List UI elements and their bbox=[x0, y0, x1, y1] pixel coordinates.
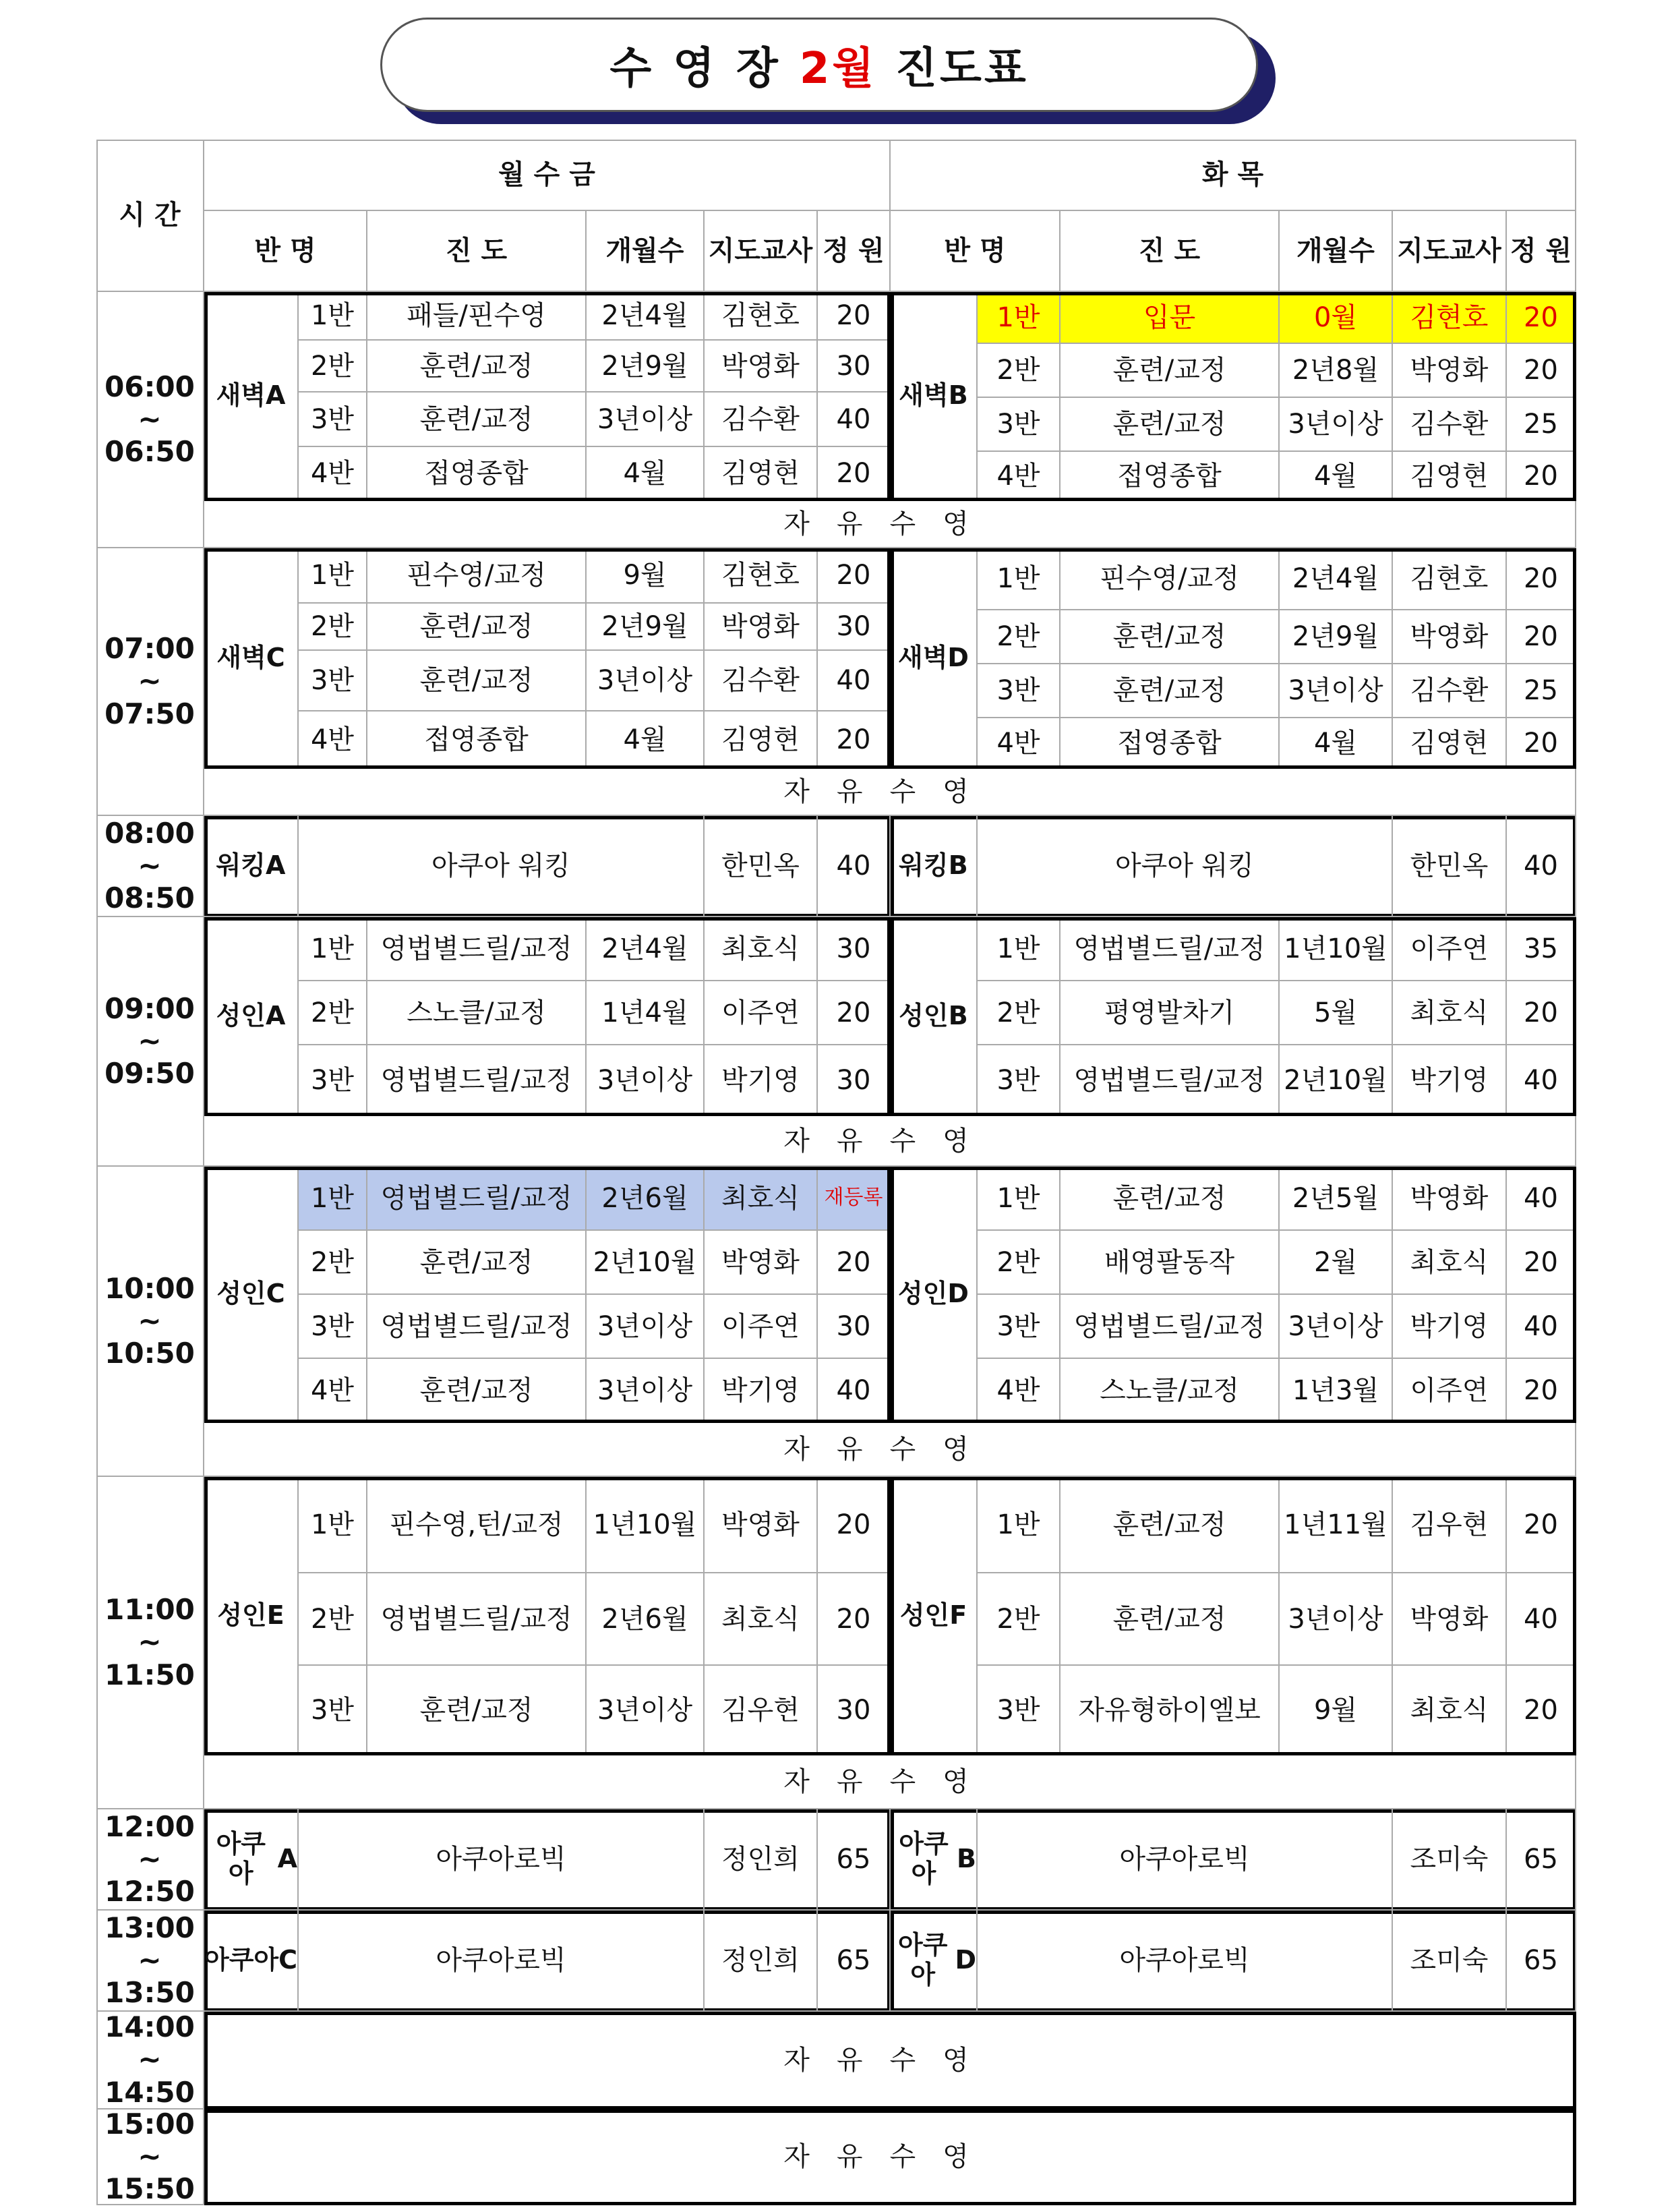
time-slot-4: 09:00 ~ 09:50 bbox=[96, 917, 204, 1167]
dawnC-row4-months: 4월 bbox=[587, 711, 705, 769]
adultC-row2-teacher: 박영화 bbox=[705, 1231, 818, 1295]
dawnD-row3-class: 3반 bbox=[978, 664, 1061, 718]
group-adultB: 성인B bbox=[891, 917, 978, 1116]
adultC-row1-teacher: 최호식 bbox=[705, 1167, 818, 1231]
adultC-row2-capacity: 20 bbox=[818, 1231, 891, 1295]
dawnD-row1-progress: 핀수영/교정 bbox=[1061, 548, 1280, 610]
dawnA-row2-months: 2년9월 bbox=[587, 341, 705, 392]
adultA-row2-capacity: 20 bbox=[818, 981, 891, 1045]
adultD-row1-teacher: 박영화 bbox=[1393, 1167, 1507, 1231]
header-capacity-left: 정 원 bbox=[818, 211, 891, 292]
time-slot-3: 08:00 ~ 08:50 bbox=[96, 816, 204, 917]
adultE-row1-capacity: 20 bbox=[818, 1477, 891, 1573]
dawnC-row3-teacher: 김수환 bbox=[705, 651, 818, 711]
adultA-row3-capacity: 30 bbox=[818, 1045, 891, 1116]
dawnB-row2-progress: 훈련/교정 bbox=[1061, 344, 1280, 398]
title-word-2: 영 bbox=[673, 44, 717, 94]
adultA-row1-months: 2년4월 bbox=[587, 917, 705, 981]
adultF-row3-progress: 자유형하이엘보 bbox=[1061, 1666, 1280, 1755]
dawnC-row2-class: 2반 bbox=[299, 604, 367, 651]
adultA-row1-class: 1반 bbox=[299, 917, 367, 981]
adultC-row4-progress: 훈련/교정 bbox=[367, 1359, 587, 1423]
adultD-row4-months: 1년3월 bbox=[1280, 1359, 1393, 1423]
adultE-row3-class: 3반 bbox=[299, 1666, 367, 1755]
dawnD-row4-capacity: 20 bbox=[1507, 718, 1576, 769]
dawnD-row2-teacher: 박영화 bbox=[1393, 610, 1507, 664]
dawnA-row3-progress: 훈련/교정 bbox=[367, 392, 587, 447]
adultE-row3-capacity: 30 bbox=[818, 1666, 891, 1755]
title-word-1: 수 bbox=[609, 44, 655, 94]
adultE-row1-months: 1년10월 bbox=[587, 1477, 705, 1573]
walkB-program: 아쿠아 워킹 bbox=[978, 816, 1393, 917]
adultF-row1-progress: 훈련/교정 bbox=[1061, 1477, 1280, 1573]
adultB-row2-progress: 평영발차기 bbox=[1061, 981, 1280, 1045]
adultD-row3-capacity: 40 bbox=[1507, 1295, 1576, 1359]
time-slot-10: 15:00 ~ 15:50 bbox=[96, 2109, 204, 2205]
dawnC-row2-capacity: 30 bbox=[818, 604, 891, 651]
dawnA-row4-months: 4월 bbox=[587, 447, 705, 501]
adultA-row2-months: 1년4월 bbox=[587, 981, 705, 1045]
adultA-row1-teacher: 최호식 bbox=[705, 917, 818, 981]
dawnD-row1-months: 2년4월 bbox=[1280, 548, 1393, 610]
dawnB-row4-teacher: 김영현 bbox=[1393, 452, 1507, 501]
header-months-left: 개월수 bbox=[587, 211, 705, 292]
dawnC-row2-months: 2년9월 bbox=[587, 604, 705, 651]
dawnC-row1-months: 9월 bbox=[587, 548, 705, 604]
adultC-row4-months: 3년이상 bbox=[587, 1359, 705, 1423]
group-walkA: 워킹A bbox=[204, 816, 299, 917]
walkA-program: 아쿠아 워킹 bbox=[299, 816, 705, 917]
dawnA-row1-teacher: 김현호 bbox=[705, 292, 818, 341]
dawnB-row2-capacity: 20 bbox=[1507, 344, 1576, 398]
dawnA-row1-months: 2년4월 bbox=[587, 292, 705, 341]
group-aquaB: 아쿠아 B bbox=[891, 1809, 978, 1911]
dawnB-row1-teacher: 김현호 bbox=[1393, 292, 1507, 344]
header-class-name-right: 반 명 bbox=[891, 211, 1061, 292]
adultF-row3-months: 9월 bbox=[1280, 1666, 1393, 1755]
dawnB-row4-capacity: 20 bbox=[1507, 452, 1576, 501]
adultA-row3-class: 3반 bbox=[299, 1045, 367, 1116]
dawnC-row3-progress: 훈련/교정 bbox=[367, 651, 587, 711]
adultD-row3-progress: 영법별드릴/교정 bbox=[1061, 1295, 1280, 1359]
dawnA-row1-class: 1반 bbox=[299, 292, 367, 341]
time-slot-1: 06:00 ~ 06:50 bbox=[96, 292, 204, 548]
time-slot-7: 12:00 ~ 12:50 bbox=[96, 1809, 204, 1911]
adultF-row1-capacity: 20 bbox=[1507, 1477, 1576, 1573]
adultC-row4-capacity: 40 bbox=[818, 1359, 891, 1423]
aquaD-program: 아쿠아로빅 bbox=[978, 1911, 1393, 2012]
adultB-row2-teacher: 최호식 bbox=[1393, 981, 1507, 1045]
walkA-teacher: 한민옥 bbox=[705, 816, 818, 917]
dawnA-row3-class: 3반 bbox=[299, 392, 367, 447]
dawnA-row4-class: 4반 bbox=[299, 447, 367, 501]
dawnA-row3-teacher: 김수환 bbox=[705, 392, 818, 447]
header-months-right: 개월수 bbox=[1280, 211, 1393, 292]
adultC-row3-class: 3반 bbox=[299, 1295, 367, 1359]
adultC-row1-capacity: 재등록 bbox=[818, 1167, 891, 1231]
adultC-row2-months: 2년10월 bbox=[587, 1231, 705, 1295]
dawnA-row2-capacity: 30 bbox=[818, 341, 891, 392]
adultB-row1-months: 1년10월 bbox=[1280, 917, 1393, 981]
dawnB-row1-progress: 입문 bbox=[1061, 292, 1280, 344]
dawnD-row1-class: 1반 bbox=[978, 548, 1061, 610]
aquaD-teacher: 조미숙 bbox=[1393, 1911, 1507, 2012]
dawnB-row4-months: 4월 bbox=[1280, 452, 1393, 501]
adultD-row3-class: 3반 bbox=[978, 1295, 1061, 1359]
dawnD-row3-capacity: 25 bbox=[1507, 664, 1576, 718]
dawnC-row1-progress: 핀수영/교정 bbox=[367, 548, 587, 604]
dawnB-row1-capacity: 20 bbox=[1507, 292, 1576, 344]
adultF-row1-teacher: 김우현 bbox=[1393, 1477, 1507, 1573]
adultC-row2-progress: 훈련/교정 bbox=[367, 1231, 587, 1295]
header-tue-thu: 화 목 bbox=[891, 140, 1576, 211]
adultD-row3-months: 3년이상 bbox=[1280, 1295, 1393, 1359]
group-aquaD: 아쿠아 D bbox=[891, 1911, 978, 2012]
group-dawnD: 새벽D bbox=[891, 548, 978, 769]
dawnB-row2-teacher: 박영화 bbox=[1393, 344, 1507, 398]
aquaD-capacity: 65 bbox=[1507, 1911, 1576, 2012]
adultB-row1-teacher: 이주연 bbox=[1393, 917, 1507, 981]
adultD-row4-progress: 스노클/교정 bbox=[1061, 1359, 1280, 1423]
walkB-teacher: 한민옥 bbox=[1393, 816, 1507, 917]
adultC-row1-months: 2년6월 bbox=[587, 1167, 705, 1231]
dawnC-row1-class: 1반 bbox=[299, 548, 367, 604]
adultA-row2-class: 2반 bbox=[299, 981, 367, 1045]
group-adultF: 성인F bbox=[891, 1477, 978, 1755]
walkA-capacity: 40 bbox=[818, 816, 891, 917]
aquaB-capacity: 65 bbox=[1507, 1809, 1576, 1911]
group-aquaC: 아쿠아 C bbox=[204, 1911, 299, 2012]
adultE-row2-months: 2년6월 bbox=[587, 1573, 705, 1666]
aquaA-teacher: 정인희 bbox=[705, 1809, 818, 1911]
aquaA-capacity: 65 bbox=[818, 1809, 891, 1911]
adultA-row3-progress: 영법별드릴/교정 bbox=[367, 1045, 587, 1116]
free-swim-row-5: 자유수영 bbox=[204, 1423, 1576, 1477]
dawnA-row2-teacher: 박영화 bbox=[705, 341, 818, 392]
dawnA-row1-progress: 패들/핀수영 bbox=[367, 292, 587, 341]
adultD-row2-months: 2월 bbox=[1280, 1231, 1393, 1295]
adultC-row3-capacity: 30 bbox=[818, 1295, 891, 1359]
adultE-row3-progress: 훈련/교정 bbox=[367, 1666, 587, 1755]
dawnC-row4-teacher: 김영현 bbox=[705, 711, 818, 769]
aquaC-program: 아쿠아로빅 bbox=[299, 1911, 705, 2012]
adultD-row3-teacher: 박기영 bbox=[1393, 1295, 1507, 1359]
dawnC-row4-class: 4반 bbox=[299, 711, 367, 769]
dawnD-row3-months: 3년이상 bbox=[1280, 664, 1393, 718]
adultB-row3-teacher: 박기영 bbox=[1393, 1045, 1507, 1116]
adultF-row2-class: 2반 bbox=[978, 1573, 1061, 1666]
dawnB-row1-class: 1반 bbox=[978, 292, 1061, 344]
adultC-row3-months: 3년이상 bbox=[587, 1295, 705, 1359]
group-dawnC: 새벽C bbox=[204, 548, 299, 769]
dawnD-row2-class: 2반 bbox=[978, 610, 1061, 664]
adultD-row1-class: 1반 bbox=[978, 1167, 1061, 1231]
adultD-row2-capacity: 20 bbox=[1507, 1231, 1576, 1295]
dawnC-row4-progress: 접영종합 bbox=[367, 711, 587, 769]
adultB-row3-class: 3반 bbox=[978, 1045, 1061, 1116]
aquaC-teacher: 정인희 bbox=[705, 1911, 818, 2012]
dawnB-row3-progress: 훈련/교정 bbox=[1061, 398, 1280, 452]
adultB-row2-months: 5월 bbox=[1280, 981, 1393, 1045]
adultE-row3-teacher: 김우현 bbox=[705, 1666, 818, 1755]
adultA-row2-progress: 스노클/교정 bbox=[367, 981, 587, 1045]
group-dawnA: 새벽A bbox=[204, 292, 299, 501]
adultA-row1-capacity: 30 bbox=[818, 917, 891, 981]
dawnD-row1-teacher: 김현호 bbox=[1393, 548, 1507, 610]
dawnC-row1-capacity: 20 bbox=[818, 548, 891, 604]
adultD-row4-teacher: 이주연 bbox=[1393, 1359, 1507, 1423]
header-progress-left: 진 도 bbox=[367, 211, 587, 292]
dawnA-row3-capacity: 40 bbox=[818, 392, 891, 447]
adultE-row2-teacher: 최호식 bbox=[705, 1573, 818, 1666]
time-slot-2: 07:00 ~ 07:50 bbox=[96, 548, 204, 816]
dawnD-row4-class: 4반 bbox=[978, 718, 1061, 769]
adultD-row1-months: 2년5월 bbox=[1280, 1167, 1393, 1231]
aquaB-program: 아쿠아로빅 bbox=[978, 1809, 1393, 1911]
dawnB-row4-progress: 접영종합 bbox=[1061, 452, 1280, 501]
dawnB-row2-class: 2반 bbox=[978, 344, 1061, 398]
dawnC-row3-capacity: 40 bbox=[818, 651, 891, 711]
group-walkB: 워킹B bbox=[891, 816, 978, 917]
header-time: 시 간 bbox=[96, 140, 204, 292]
adultC-row3-teacher: 이주연 bbox=[705, 1295, 818, 1359]
dawnB-row3-class: 3반 bbox=[978, 398, 1061, 452]
adultE-row2-capacity: 20 bbox=[818, 1573, 891, 1666]
dawnD-row2-progress: 훈련/교정 bbox=[1061, 610, 1280, 664]
time-slot-5: 10:00 ~ 10:50 bbox=[96, 1167, 204, 1477]
dawnB-row3-teacher: 김수환 bbox=[1393, 398, 1507, 452]
adultA-row3-teacher: 박기영 bbox=[705, 1045, 818, 1116]
adultF-row3-capacity: 20 bbox=[1507, 1666, 1576, 1755]
dawnA-row4-progress: 접영종합 bbox=[367, 447, 587, 501]
adultE-row1-teacher: 박영화 bbox=[705, 1477, 818, 1573]
free-swim-row-7: 자유수영 bbox=[204, 2012, 1576, 2109]
adultD-row2-teacher: 최호식 bbox=[1393, 1231, 1507, 1295]
adultA-row1-progress: 영법별드릴/교정 bbox=[367, 917, 587, 981]
group-adultA: 성인A bbox=[204, 917, 299, 1116]
group-adultD: 성인D bbox=[891, 1167, 978, 1423]
adultC-row1-progress: 영법별드릴/교정 bbox=[367, 1167, 587, 1231]
dawnD-row3-progress: 훈련/교정 bbox=[1061, 664, 1280, 718]
dawnD-row4-teacher: 김영현 bbox=[1393, 718, 1507, 769]
adultD-row1-capacity: 40 bbox=[1507, 1167, 1576, 1231]
dawnA-row3-months: 3년이상 bbox=[587, 392, 705, 447]
dawnB-row1-months: 0월 bbox=[1280, 292, 1393, 344]
adultC-row4-class: 4반 bbox=[299, 1359, 367, 1423]
adultF-row2-months: 3년이상 bbox=[1280, 1573, 1393, 1666]
dawnC-row1-teacher: 김현호 bbox=[705, 548, 818, 604]
adultC-row4-teacher: 박기영 bbox=[705, 1359, 818, 1423]
dawnA-row1-capacity: 20 bbox=[818, 292, 891, 341]
header-mon-wed-fri: 월 수 금 bbox=[204, 140, 891, 211]
free-swim-row-8: 자유수영 bbox=[204, 2109, 1576, 2205]
dawnB-row2-months: 2년8월 bbox=[1280, 344, 1393, 398]
adultF-row2-capacity: 40 bbox=[1507, 1573, 1576, 1666]
adultF-row1-class: 1반 bbox=[978, 1477, 1061, 1573]
dawnD-row4-progress: 접영종합 bbox=[1061, 718, 1280, 769]
dawnD-row2-capacity: 20 bbox=[1507, 610, 1576, 664]
adultF-row2-progress: 훈련/교정 bbox=[1061, 1573, 1280, 1666]
adultA-row3-months: 3년이상 bbox=[587, 1045, 705, 1116]
adultD-row4-class: 4반 bbox=[978, 1359, 1061, 1423]
adultF-row1-months: 1년11월 bbox=[1280, 1477, 1393, 1573]
walkB-capacity: 40 bbox=[1507, 816, 1576, 917]
adultE-row1-class: 1반 bbox=[299, 1477, 367, 1573]
time-slot-9: 14:00 ~ 14:50 bbox=[96, 2012, 204, 2109]
dawnB-row3-capacity: 25 bbox=[1507, 398, 1576, 452]
adultF-row2-teacher: 박영화 bbox=[1393, 1573, 1507, 1666]
adultB-row2-capacity: 20 bbox=[1507, 981, 1576, 1045]
group-adultC: 성인C bbox=[204, 1167, 299, 1423]
adultD-row2-class: 2반 bbox=[978, 1231, 1061, 1295]
header-class-name-left: 반 명 bbox=[204, 211, 367, 292]
free-swim-row-6: 자유수영 bbox=[204, 1755, 1576, 1809]
adultB-row1-capacity: 35 bbox=[1507, 917, 1576, 981]
adultB-row3-progress: 영법별드릴/교정 bbox=[1061, 1045, 1280, 1116]
dawnD-row4-months: 4월 bbox=[1280, 718, 1393, 769]
time-slot-8: 13:00 ~ 13:50 bbox=[96, 1911, 204, 2012]
dawnC-row2-teacher: 박영화 bbox=[705, 604, 818, 651]
dawnA-row2-class: 2반 bbox=[299, 341, 367, 392]
adultB-row1-class: 1반 bbox=[978, 917, 1061, 981]
header-teacher-left: 지도 교사 bbox=[705, 211, 818, 292]
dawnA-row4-capacity: 20 bbox=[818, 447, 891, 501]
title-month: 2월 bbox=[799, 44, 877, 94]
dawnA-row2-progress: 훈련/교정 bbox=[367, 341, 587, 392]
dawnC-row4-capacity: 20 bbox=[818, 711, 891, 769]
dawnC-row2-progress: 훈련/교정 bbox=[367, 604, 587, 651]
time-slot-6: 11:00 ~ 11:50 bbox=[96, 1477, 204, 1809]
adultA-row2-teacher: 이주연 bbox=[705, 981, 818, 1045]
adultE-row2-class: 2반 bbox=[299, 1573, 367, 1666]
adultB-row3-capacity: 40 bbox=[1507, 1045, 1576, 1116]
title-word-4: 진도표 bbox=[895, 44, 1029, 94]
dawnC-row3-months: 3년이상 bbox=[587, 651, 705, 711]
dawnC-row3-class: 3반 bbox=[299, 651, 367, 711]
adultE-row2-progress: 영법별드릴/교정 bbox=[367, 1573, 587, 1666]
adultB-row3-months: 2년10월 bbox=[1280, 1045, 1393, 1116]
header-capacity-right: 정 원 bbox=[1507, 211, 1576, 292]
adultB-row1-progress: 영법별드릴/교정 bbox=[1061, 917, 1280, 981]
aquaC-capacity: 65 bbox=[818, 1911, 891, 2012]
adultF-row3-teacher: 최호식 bbox=[1393, 1666, 1507, 1755]
title-word-3: 장 bbox=[736, 44, 781, 94]
aquaB-teacher: 조미숙 bbox=[1393, 1809, 1507, 1911]
group-dawnB: 새벽B bbox=[891, 292, 978, 501]
adultD-row4-capacity: 20 bbox=[1507, 1359, 1576, 1423]
dawnA-row4-teacher: 김영현 bbox=[705, 447, 818, 501]
adultC-row3-progress: 영법별드릴/교정 bbox=[367, 1295, 587, 1359]
free-swim-row-4: 자유수영 bbox=[204, 1116, 1576, 1167]
adultB-row2-class: 2반 bbox=[978, 981, 1061, 1045]
adultD-row1-progress: 훈련/교정 bbox=[1061, 1167, 1280, 1231]
adultC-row2-class: 2반 bbox=[299, 1231, 367, 1295]
dawnD-row3-teacher: 김수환 bbox=[1393, 664, 1507, 718]
header-progress-right: 진 도 bbox=[1061, 211, 1280, 292]
adultF-row3-class: 3반 bbox=[978, 1666, 1061, 1755]
dawnD-row1-capacity: 20 bbox=[1507, 548, 1576, 610]
adultE-row3-months: 3년이상 bbox=[587, 1666, 705, 1755]
dawnB-row4-class: 4반 bbox=[978, 452, 1061, 501]
dawnD-row2-months: 2년9월 bbox=[1280, 610, 1393, 664]
header-teacher-right: 지도 교사 bbox=[1393, 211, 1507, 292]
free-swim-row-2: 자유수영 bbox=[204, 769, 1576, 816]
adultE-row1-progress: 핀수영,턴/교정 bbox=[367, 1477, 587, 1573]
adultC-row1-class: 1반 bbox=[299, 1167, 367, 1231]
free-swim-row-1: 자유수영 bbox=[204, 501, 1576, 548]
group-aquaA: 아쿠아 A bbox=[204, 1809, 299, 1911]
adultD-row2-progress: 배영팔동작 bbox=[1061, 1231, 1280, 1295]
dawnB-row3-months: 3년이상 bbox=[1280, 398, 1393, 452]
group-adultE: 성인E bbox=[204, 1477, 299, 1755]
aquaA-program: 아쿠아로빅 bbox=[299, 1809, 705, 1911]
